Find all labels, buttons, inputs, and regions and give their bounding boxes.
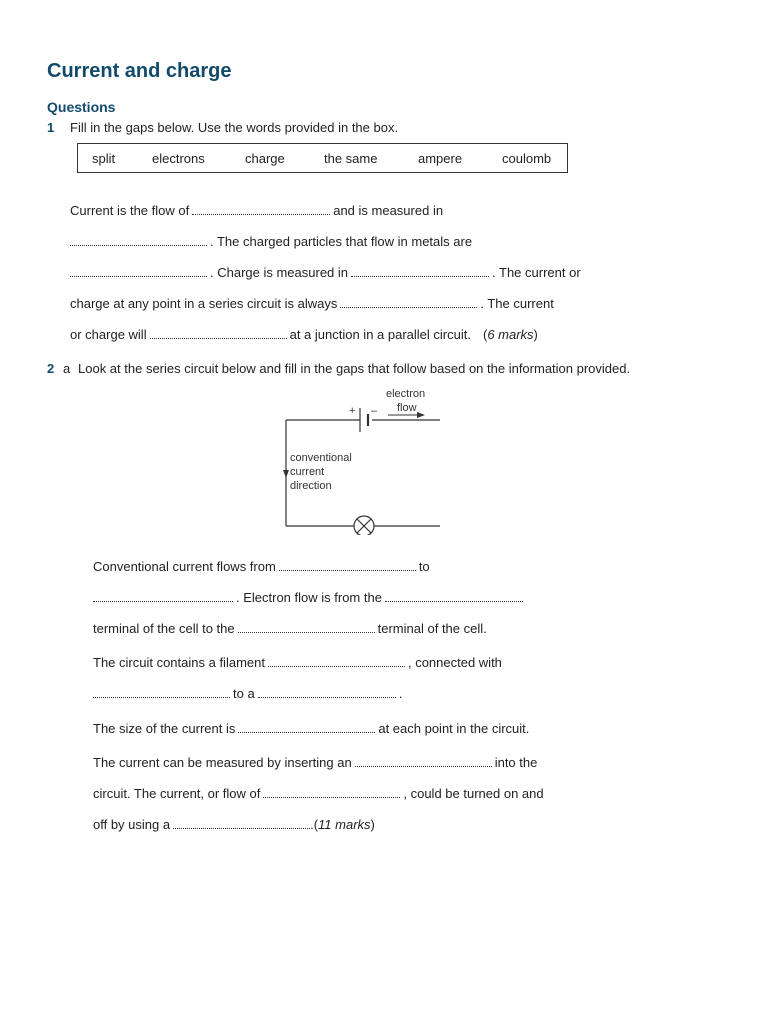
sentence-text: and is measured in <box>333 203 444 218</box>
answer-blank[interactable] <box>268 665 405 667</box>
q2-line-5 <box>93 686 402 701</box>
sentence-text: at each point in the circuit. <box>378 721 530 736</box>
q2-line-2 <box>93 590 526 605</box>
question-part: a <box>63 361 71 376</box>
sentence-text: The current can be measured by inserting an <box>93 755 352 770</box>
cell-symbol <box>360 408 368 432</box>
sentence-text: Conventional current flows from <box>93 559 276 574</box>
marks-close: ) <box>533 327 538 342</box>
word-option: ampere <box>418 151 463 166</box>
q2-line-4 <box>93 655 502 670</box>
q1-line-2 <box>70 234 472 249</box>
series-circuit-diagram <box>280 385 450 535</box>
sentence-text: terminal of the cell. <box>377 621 487 636</box>
answer-blank[interactable] <box>93 600 233 602</box>
sentence-text: , connected with <box>407 655 502 670</box>
word-option: coulomb <box>502 151 552 166</box>
q2-line-9 <box>93 817 375 832</box>
answer-blank[interactable] <box>192 213 330 215</box>
sentence-text: . <box>398 686 403 701</box>
q2-line-8 <box>93 786 544 801</box>
word-box <box>77 143 568 173</box>
question-1-instruction <box>47 120 398 135</box>
page-title: Current and charge <box>47 60 232 82</box>
answer-blank[interactable] <box>258 696 396 698</box>
answer-blank[interactable] <box>279 569 416 571</box>
question-2-instruction <box>47 361 630 376</box>
sentence-text: at a junction in a parallel circuit. <box>289 327 471 342</box>
sentence-text: into the <box>494 755 538 770</box>
electron-flow-label: flow <box>397 402 417 414</box>
conventional-current-label: current <box>290 466 325 478</box>
section-heading: Questions <box>47 99 116 115</box>
sentence-text: .( <box>310 817 319 832</box>
current-direction-arrow-icon <box>283 470 289 478</box>
sentence-text: Current is the flow of <box>70 203 190 218</box>
conventional-current-label: conventional <box>290 452 352 464</box>
marks-label: 6 marks <box>487 327 534 342</box>
sentence-text: terminal of the cell to the <box>93 621 235 636</box>
instruction-text: Fill in the gaps below. Use the words provided in the box. <box>70 120 399 135</box>
answer-blank[interactable] <box>70 275 207 277</box>
q1-line-1 <box>70 203 443 218</box>
plus-terminal-label: + <box>349 405 356 417</box>
sentence-text: off by using a <box>93 817 171 832</box>
sentence-text: , could be turned on and <box>403 786 544 801</box>
answer-blank[interactable] <box>70 244 207 246</box>
answer-blank[interactable] <box>385 600 523 602</box>
marks-open: ( <box>482 327 488 342</box>
q1-line-3 <box>70 265 581 280</box>
q1-line-4 <box>70 296 554 311</box>
electron-flow-label: electron <box>386 388 426 400</box>
answer-blank[interactable] <box>263 796 400 798</box>
answer-blank[interactable] <box>238 731 375 733</box>
word-option: the same <box>324 151 378 166</box>
lamp-icon <box>354 516 374 535</box>
sentence-text: circuit. The current, or flow of <box>93 786 261 801</box>
sentence-text: The circuit contains a filament <box>93 655 265 670</box>
question-number: 2 <box>47 361 55 376</box>
question-number: 1 <box>47 120 55 135</box>
conventional-current-label: direction <box>290 480 332 492</box>
sentence-text: . The current or <box>492 265 581 280</box>
sentence-text: . The current <box>480 296 554 311</box>
sentence-text: The size of the current is <box>93 721 236 736</box>
answer-blank[interactable] <box>355 765 492 767</box>
sentence-text: . Electron flow is from the <box>236 590 382 605</box>
answer-blank[interactable] <box>93 696 230 698</box>
word-option: split <box>92 151 116 166</box>
q1-line-5 <box>70 327 538 342</box>
answer-blank[interactable] <box>351 275 489 277</box>
answer-blank[interactable] <box>340 306 477 308</box>
marks-label: 11 marks <box>318 817 371 832</box>
q2-line-1 <box>93 559 430 574</box>
sentence-text: to a <box>233 686 255 701</box>
sentence-text: . Charge is measured in <box>210 265 349 280</box>
sentence-text: charge at any point in a series circuit is always <box>70 296 338 311</box>
answer-blank[interactable] <box>150 337 287 339</box>
sentence-text: or charge will <box>70 327 147 342</box>
marks-close: ) <box>370 817 375 832</box>
answer-blank[interactable] <box>173 827 310 829</box>
sentence-text: . The charged particles that flow in metals are <box>210 234 473 249</box>
answer-blank[interactable] <box>238 631 375 633</box>
word-option: charge <box>245 151 285 166</box>
minus-terminal-label: – <box>371 405 378 417</box>
sentence-text: to <box>418 559 430 574</box>
q2-line-7 <box>93 755 537 770</box>
word-option: electrons <box>152 151 205 166</box>
instruction-text: Look at the series circuit below and fill in the gaps that follow based on the information provided. <box>78 361 631 376</box>
q2-line-3 <box>93 621 487 636</box>
q2-line-6 <box>93 721 529 736</box>
